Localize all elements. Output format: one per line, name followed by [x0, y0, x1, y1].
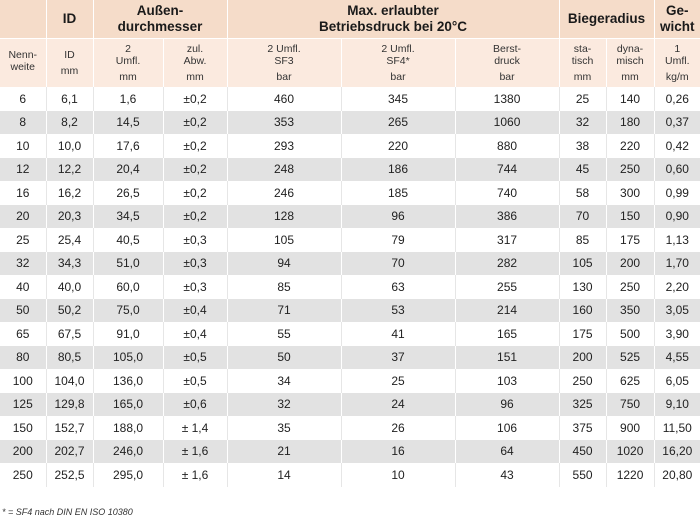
table-cell: 175: [606, 228, 654, 252]
table-row: [0, 205, 700, 229]
table-cell: 246: [227, 181, 341, 205]
subheader-unit: mm: [573, 71, 592, 83]
table-cell: 16: [0, 181, 46, 205]
table-cell: 200: [0, 440, 46, 464]
table-cell: 202,7: [46, 440, 93, 464]
table-cell: ±0,2: [163, 134, 227, 158]
table-cell: 40,5: [93, 228, 163, 252]
table-cell: 525: [606, 346, 654, 370]
table-cell: ±0,5: [163, 369, 227, 393]
table-cell: 0,60: [654, 158, 700, 182]
table-cell: 250: [606, 275, 654, 299]
table-cell: 58: [559, 181, 606, 205]
subheader-unit: mm: [119, 71, 137, 83]
table-cell: 1060: [455, 111, 559, 135]
subheader-label: 2 Umfl. SF4*: [381, 43, 415, 67]
table-cell: 250: [559, 369, 606, 393]
table-cell: 75,0: [93, 299, 163, 323]
table-cell: 25: [0, 228, 46, 252]
subheader-label: sta- tisch: [571, 43, 594, 67]
table-cell: 150: [606, 205, 654, 229]
table-cell: 9,10: [654, 393, 700, 417]
table-cell: 295,0: [93, 463, 163, 487]
table-cell: ±0,3: [163, 275, 227, 299]
table-row: [0, 275, 700, 299]
subheader-row: [0, 39, 700, 88]
subheader-cell: [455, 39, 559, 88]
table-cell: 8,2: [46, 111, 93, 135]
table-cell: ± 1,6: [163, 440, 227, 464]
table-cell: 11,50: [654, 416, 700, 440]
table-cell: 0,37: [654, 111, 700, 135]
table-cell: 350: [606, 299, 654, 323]
table-cell: 37: [341, 346, 455, 370]
table-cell: 140: [606, 87, 654, 111]
table-cell: 460: [227, 87, 341, 111]
table-cell: 105,0: [93, 346, 163, 370]
subheader-cell: [606, 39, 654, 88]
table-cell: 625: [606, 369, 654, 393]
table-row: [0, 299, 700, 323]
table-cell: 60,0: [93, 275, 163, 299]
table-row: [0, 228, 700, 252]
table-cell: 250: [606, 158, 654, 182]
table-row: [0, 87, 700, 111]
table-cell: 150: [0, 416, 46, 440]
table-cell: ±0,3: [163, 228, 227, 252]
table-cell: 12: [0, 158, 46, 182]
table-cell: 129,8: [46, 393, 93, 417]
table-cell: 43: [455, 463, 559, 487]
header-empty: [0, 0, 46, 39]
table-cell: ±0,2: [163, 205, 227, 229]
table-cell: 14,5: [93, 111, 163, 135]
table-cell: 55: [227, 322, 341, 346]
subheader-label: 2 Umfl. SF3: [267, 43, 301, 67]
subheader-unit: bar: [390, 71, 406, 83]
table-cell: 4,55: [654, 346, 700, 370]
table-cell: 25,4: [46, 228, 93, 252]
table-cell: ±0,4: [163, 299, 227, 323]
table-cell: ±0,2: [163, 111, 227, 135]
table-cell: 282: [455, 252, 559, 276]
table-cell: ± 1,4: [163, 416, 227, 440]
table-cell: 220: [341, 134, 455, 158]
table-cell: 248: [227, 158, 341, 182]
table-cell: 1,70: [654, 252, 700, 276]
table-cell: 125: [0, 393, 46, 417]
table-cell: 50: [227, 346, 341, 370]
table-cell: 85: [559, 228, 606, 252]
table-cell: 53: [341, 299, 455, 323]
table-cell: 100: [0, 369, 46, 393]
table-cell: 20,80: [654, 463, 700, 487]
table-cell: 40,0: [46, 275, 93, 299]
table-cell: ±0,3: [163, 252, 227, 276]
table-cell: ± 1,6: [163, 463, 227, 487]
table-row: [0, 181, 700, 205]
table-cell: 94: [227, 252, 341, 276]
table-cell: 200: [559, 346, 606, 370]
table-row: [0, 322, 700, 346]
table-cell: 250: [0, 463, 46, 487]
table-cell: 6: [0, 87, 46, 111]
table-cell: 96: [455, 393, 559, 417]
table-cell: 21: [227, 440, 341, 464]
subheader-cell: [46, 39, 93, 88]
table-cell: 71: [227, 299, 341, 323]
subheader-unit: bar: [499, 71, 515, 83]
table-cell: 128: [227, 205, 341, 229]
table-cell: 1220: [606, 463, 654, 487]
table-cell: ±0,5: [163, 346, 227, 370]
table-cell: 0,42: [654, 134, 700, 158]
subheader-label: Berst- druck: [493, 43, 522, 67]
table-cell: 255: [455, 275, 559, 299]
table-cell: ±0,4: [163, 322, 227, 346]
subheader-label: zul. Abw.: [183, 43, 207, 67]
table-row: [0, 134, 700, 158]
table-row: [0, 111, 700, 135]
table-cell: 744: [455, 158, 559, 182]
table-cell: 24: [341, 393, 455, 417]
table-cell: 35: [227, 416, 341, 440]
table-cell: 180: [606, 111, 654, 135]
table-cell: 106: [455, 416, 559, 440]
subheader-label: Nenn- weite: [8, 49, 38, 73]
table-cell: 67,5: [46, 322, 93, 346]
table-cell: 80,5: [46, 346, 93, 370]
subheader-cell: [559, 39, 606, 88]
table-cell: 293: [227, 134, 341, 158]
table-cell: 85: [227, 275, 341, 299]
table-cell: 16: [341, 440, 455, 464]
subheader-label: dyna- misch: [616, 43, 644, 67]
table-cell: 151: [455, 346, 559, 370]
table-cell: 265: [341, 111, 455, 135]
table-cell: 188,0: [93, 416, 163, 440]
table-cell: ±0,6: [163, 393, 227, 417]
table-cell: 152,7: [46, 416, 93, 440]
table-cell: 105: [559, 252, 606, 276]
table-cell: 32: [227, 393, 341, 417]
table-cell: 186: [341, 158, 455, 182]
table-row: [0, 158, 700, 182]
header-biegeradius: Biegeradius: [559, 0, 654, 39]
table-cell: 353: [227, 111, 341, 135]
table-cell: 14: [227, 463, 341, 487]
table-cell: 10: [0, 134, 46, 158]
table-cell: 300: [606, 181, 654, 205]
table-cell: 2,20: [654, 275, 700, 299]
table-cell: 32: [0, 252, 46, 276]
table-cell: 450: [559, 440, 606, 464]
table-cell: 880: [455, 134, 559, 158]
table-cell: 40: [0, 275, 46, 299]
table-cell: 12,2: [46, 158, 93, 182]
table-cell: 1,13: [654, 228, 700, 252]
subheader-unit: mm: [60, 65, 79, 77]
header-id: ID: [46, 0, 93, 39]
table-cell: 740: [455, 181, 559, 205]
table-cell: 20: [0, 205, 46, 229]
table-cell: 34,3: [46, 252, 93, 276]
table-cell: 6,05: [654, 369, 700, 393]
table-cell: 96: [341, 205, 455, 229]
table-cell: 1380: [455, 87, 559, 111]
subheader-cell: [227, 39, 341, 88]
table-cell: 550: [559, 463, 606, 487]
table-cell: 50,2: [46, 299, 93, 323]
table-cell: 900: [606, 416, 654, 440]
table-cell: 165,0: [93, 393, 163, 417]
table-cell: 3,90: [654, 322, 700, 346]
subheader-cell: [654, 39, 700, 88]
table-row: [0, 393, 700, 417]
subheader-cell: [341, 39, 455, 88]
table-cell: 0,99: [654, 181, 700, 205]
table-cell: 10,0: [46, 134, 93, 158]
table-cell: 345: [341, 87, 455, 111]
table-row: [0, 440, 700, 464]
table-cell: 80: [0, 346, 46, 370]
header-gewicht: Ge- wicht: [654, 0, 700, 39]
table-cell: 6,1: [46, 87, 93, 111]
table-cell: 16,2: [46, 181, 93, 205]
table-cell: 26: [341, 416, 455, 440]
table-cell: ±0,2: [163, 181, 227, 205]
table-cell: 136,0: [93, 369, 163, 393]
subheader-label: ID: [64, 49, 75, 61]
table-cell: 750: [606, 393, 654, 417]
table-body: [0, 87, 700, 487]
header-aussendurchmesser: Außen- durchmesser: [93, 0, 227, 39]
table-cell: 386: [455, 205, 559, 229]
table-cell: 51,0: [93, 252, 163, 276]
table-cell: 20,4: [93, 158, 163, 182]
table-cell: 0,90: [654, 205, 700, 229]
table-cell: 91,0: [93, 322, 163, 346]
table-cell: 34,5: [93, 205, 163, 229]
table-cell: 70: [559, 205, 606, 229]
header-group-row: [0, 0, 700, 39]
table-cell: 200: [606, 252, 654, 276]
table-cell: 1,6: [93, 87, 163, 111]
table-cell: 130: [559, 275, 606, 299]
subheader-label: 1 Umfl.: [665, 43, 690, 67]
table-cell: 16,20: [654, 440, 700, 464]
table-cell: 246,0: [93, 440, 163, 464]
table-cell: 41: [341, 322, 455, 346]
table-cell: 220: [606, 134, 654, 158]
table-cell: ±0,2: [163, 87, 227, 111]
table-cell: 3,05: [654, 299, 700, 323]
subheader-cell: [0, 39, 46, 88]
table-cell: 500: [606, 322, 654, 346]
table-cell: 185: [341, 181, 455, 205]
table-cell: 34: [227, 369, 341, 393]
table-cell: 165: [455, 322, 559, 346]
header-betriebsdruck: Max. erlaubter Betriebsdruck bei 20°C: [227, 0, 559, 39]
table-cell: 38: [559, 134, 606, 158]
subheader-unit: bar: [276, 71, 292, 83]
table-cell: 64: [455, 440, 559, 464]
table-cell: 50: [0, 299, 46, 323]
table-cell: 25: [341, 369, 455, 393]
table-row: [0, 369, 700, 393]
table-cell: 70: [341, 252, 455, 276]
table-row: [0, 346, 700, 370]
table-cell: 10: [341, 463, 455, 487]
subheader-label: 2 Umfl.: [115, 43, 141, 67]
table-cell: 105: [227, 228, 341, 252]
subheader-unit: kg/m: [665, 71, 689, 83]
table-cell: 45: [559, 158, 606, 182]
table-cell: 214: [455, 299, 559, 323]
table-cell: 325: [559, 393, 606, 417]
table-cell: 103: [455, 369, 559, 393]
subheader-unit: mm: [186, 71, 204, 83]
table-cell: 317: [455, 228, 559, 252]
subheader-unit: mm: [621, 71, 639, 83]
table-cell: 79: [341, 228, 455, 252]
table-cell: 175: [559, 322, 606, 346]
table-cell: 160: [559, 299, 606, 323]
table-cell: ±0,2: [163, 158, 227, 182]
table-cell: 252,5: [46, 463, 93, 487]
table-cell: 8: [0, 111, 46, 135]
subheader-cell: [163, 39, 227, 88]
table-cell: 65: [0, 322, 46, 346]
table-row: [0, 416, 700, 440]
table-cell: 25: [559, 87, 606, 111]
table-cell: 1020: [606, 440, 654, 464]
table-cell: 32: [559, 111, 606, 135]
table-row: [0, 463, 700, 487]
table-cell: 104,0: [46, 369, 93, 393]
table-cell: 0,26: [654, 87, 700, 111]
table-cell: 20,3: [46, 205, 93, 229]
footnote: * = SF4 nach DIN EN ISO 10380: [2, 507, 133, 517]
subheader-cell: [93, 39, 163, 88]
table-cell: 17,6: [93, 134, 163, 158]
table-cell: 26,5: [93, 181, 163, 205]
table-row: [0, 252, 700, 276]
table-cell: 63: [341, 275, 455, 299]
table-cell: 375: [559, 416, 606, 440]
